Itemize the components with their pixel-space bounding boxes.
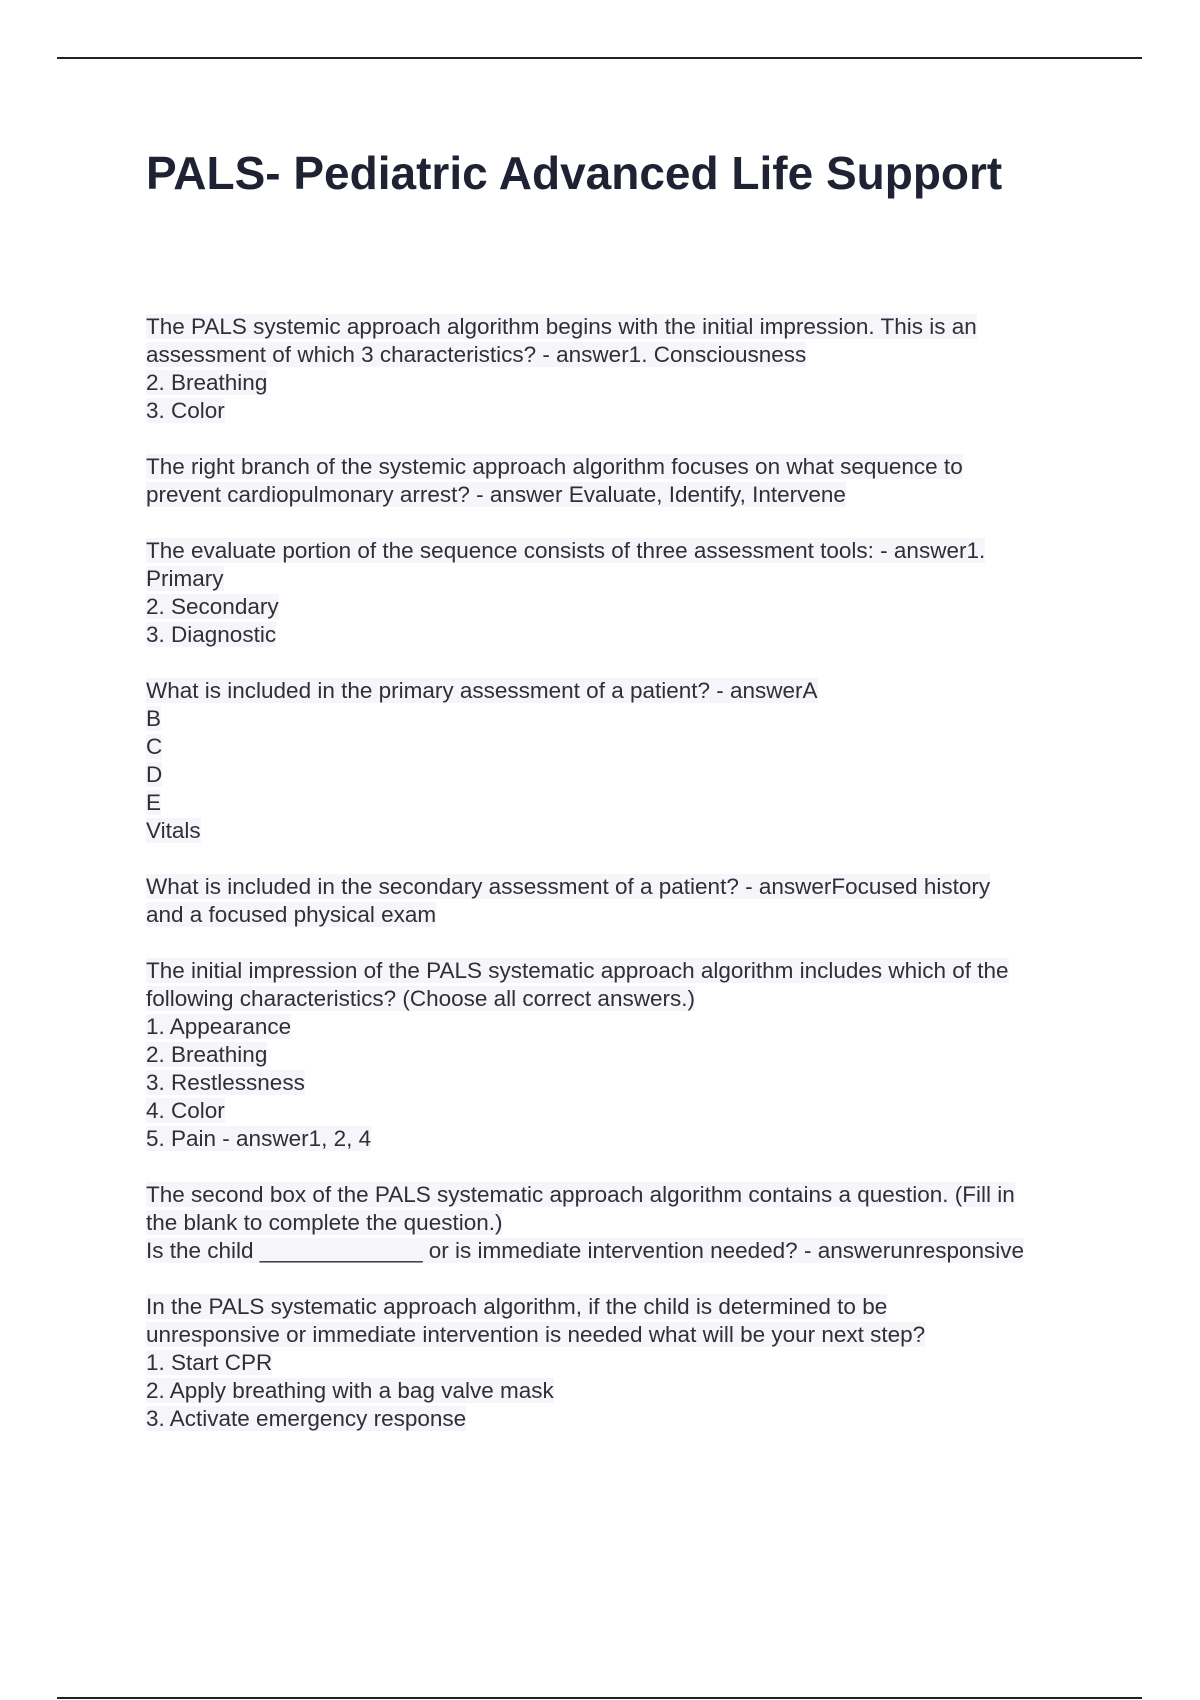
qa-line-text: E [146,790,162,815]
document-title: PALS- Pediatric Advanced Life Support [146,147,1003,199]
qa-line [146,789,1091,817]
qa-line [146,341,1091,369]
qa-item [146,1293,1091,1433]
qa-line-text: Vitals [146,818,201,843]
qa-line [146,369,1091,397]
qa-line-text: The second box of the PALS systematic approach algorithm contains a question. (Fill in [146,1182,1015,1207]
qa-line-text: 3. Restlessness [146,1070,305,1095]
qa-line-text: 1. Appearance [146,1014,292,1039]
qa-line [146,1013,1091,1041]
qa-line [146,453,1091,481]
qa-line-text: following characteristics? (Choose all correct answers.) [146,986,695,1011]
qa-list [146,313,1091,1461]
qa-line-text: 4. Color [146,1098,225,1123]
qa-line [146,733,1091,761]
qa-line [146,761,1091,789]
qa-line-text: B [146,706,162,731]
qa-line-text: 3. Activate emergency response [146,1406,467,1431]
qa-line [146,313,1091,341]
qa-line [146,1069,1091,1097]
qa-line [146,985,1091,1013]
qa-line-text: 2. Secondary [146,594,279,619]
qa-line-text: C [146,734,163,759]
qa-line [146,1293,1091,1321]
qa-line [146,397,1091,425]
qa-line [146,817,1091,845]
qa-line [146,537,1091,565]
qa-line [146,677,1091,705]
qa-line-text: 1. Start CPR [146,1350,273,1375]
qa-item [146,1181,1091,1265]
qa-line [146,1209,1091,1237]
bottom-rule [57,1697,1142,1699]
qa-line [146,481,1091,509]
qa-line [146,1041,1091,1069]
qa-line [146,1097,1091,1125]
qa-line-text: 5. Pain - answer1, 2, 4 [146,1126,372,1151]
qa-line-text: prevent cardiopulmonary arrest? - answer Evaluate, Identify, Intervene [146,482,846,507]
qa-line-text: The PALS systemic approach algorithm begins with the initial impression. This is an [146,314,977,339]
qa-line-text: unresponsive or immediate intervention is needed what will be your next step? [146,1322,926,1347]
qa-line-text: D [146,762,163,787]
qa-item [146,677,1091,845]
qa-line [146,1377,1091,1405]
qa-item [146,453,1091,509]
qa-line-text: What is included in the primary assessment of a patient? - answerA [146,678,818,703]
qa-line [146,565,1091,593]
qa-line [146,1237,1091,1265]
qa-line-text: What is included in the secondary assessment of a patient? - answerFocused history [146,874,991,899]
qa-line-text: In the PALS systematic approach algorithm, if the child is determined to be [146,1294,888,1319]
qa-line [146,873,1091,901]
qa-line-text: The evaluate portion of the sequence consists of three assessment tools: - answer1. [146,538,986,563]
qa-line [146,1405,1091,1433]
qa-line [146,957,1091,985]
qa-line [146,1321,1091,1349]
qa-item [146,313,1091,425]
qa-line-text: assessment of which 3 characteristics? - answer1. Consciousness [146,342,807,367]
qa-line [146,1349,1091,1377]
qa-item [146,957,1091,1153]
qa-line-text: 3. Color [146,398,225,423]
qa-line [146,1181,1091,1209]
qa-line [146,901,1091,929]
qa-line-text: The initial impression of the PALS systematic approach algorithm includes which of the [146,958,1009,983]
qa-line-text: The right branch of the systemic approach algorithm focuses on what sequence to [146,454,963,479]
top-rule [57,57,1142,59]
qa-line-text: 2. Breathing [146,1042,268,1067]
qa-line-text: 2. Breathing [146,370,268,395]
qa-line [146,621,1091,649]
qa-line [146,593,1091,621]
qa-line-text: 3. Diagnostic [146,622,277,647]
qa-item [146,537,1091,649]
qa-item [146,873,1091,929]
qa-line-text: and a focused physical exam [146,902,437,927]
qa-line [146,1125,1091,1153]
qa-line-text: the blank to complete the question.) [146,1210,503,1235]
qa-line-text: 2. Apply breathing with a bag valve mask [146,1378,554,1403]
qa-line-text: Is the child _____________ or is immediate intervention needed? - answerunresponsive [146,1238,1025,1263]
qa-line-text: Primary [146,566,224,591]
qa-line [146,705,1091,733]
